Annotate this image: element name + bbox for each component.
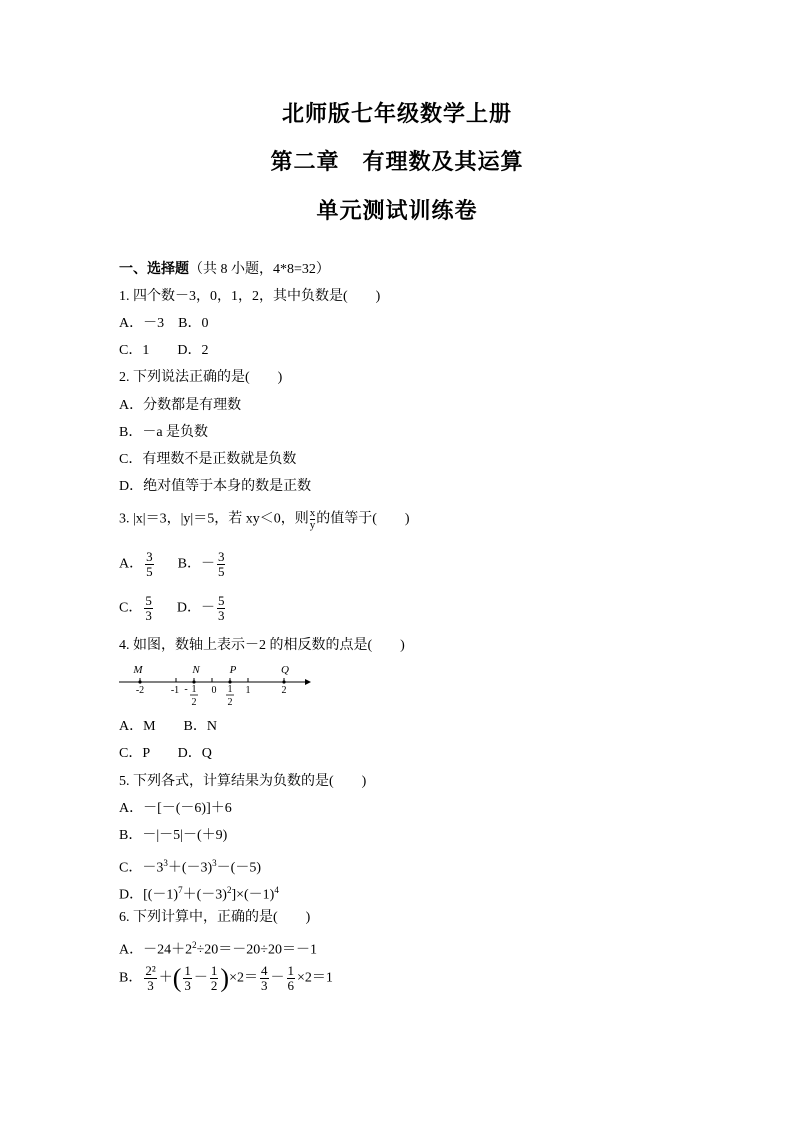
q1-options-ab: A．－3 B．0 xyxy=(119,316,209,331)
q3-option-a-fraction xyxy=(145,550,154,579)
tick-label: -1 xyxy=(170,685,180,696)
q3-option-d-fraction xyxy=(217,594,226,623)
q1-stem: 1. 四个数－3，0，1，2，其中负数是( ) xyxy=(119,289,381,304)
exponent: 2 xyxy=(226,885,232,895)
tick-label-half-denominator: 2 xyxy=(227,697,233,708)
q5-stem: 5. 下列各式，计算结果为负数的是( ) xyxy=(119,774,367,789)
section-heading-label: 一、选择题 xyxy=(119,262,189,277)
q3-stem-pre: 3. |x|＝3，|y|＝5，若 xy＜0，则 xyxy=(119,511,309,527)
section-heading xyxy=(119,261,330,279)
fraction-denominator: 3 xyxy=(217,608,225,623)
q2-option-d: D．绝对值等于本身的数是正数 xyxy=(119,479,312,494)
point-label-P: P xyxy=(229,664,237,676)
tick-label: 0 xyxy=(211,685,217,696)
q3-options-ab xyxy=(119,550,227,579)
fraction xyxy=(210,964,219,993)
fraction xyxy=(144,964,156,993)
q6-option-a-pre: A．－24＋2 xyxy=(119,942,193,958)
q3-option-d-label: D．－ xyxy=(176,600,215,616)
q4-options-cd: C．P D．Q xyxy=(119,746,212,761)
q5-option-d-mid: ＋(－3) xyxy=(182,887,227,903)
exponent: 3 xyxy=(212,858,217,868)
test-title: 单元测试训练卷 xyxy=(316,198,478,223)
q3-option-b-label: B．－ xyxy=(177,556,215,572)
q3-stem-fraction xyxy=(310,508,316,531)
section-heading-note: （共 8 小题，4*8=32） xyxy=(189,262,330,277)
q5-option-c xyxy=(119,854,261,878)
q6-stem: 6. 下列计算中，正确的是( ) xyxy=(119,910,311,925)
q4-stem: 4. 如图，数轴上表示－2 的相反数的点是( ) xyxy=(119,638,405,653)
exponent: 7 xyxy=(178,885,183,895)
doc-title: 北师版七年级数学上册 xyxy=(281,101,512,126)
q5-option-a: A．－[－(－6)]＋6 xyxy=(119,801,232,816)
fraction xyxy=(183,964,192,993)
fraction-numerator: 5 xyxy=(217,593,225,608)
fraction-denominator: 3 xyxy=(147,978,154,993)
tick-label-half-numerator: 1 xyxy=(227,684,233,695)
tick-label: -2 xyxy=(135,685,145,696)
point-label-N: N xyxy=(192,664,200,676)
q4-options-ab: A．M B．N xyxy=(119,719,218,734)
fraction-denominator: 5 xyxy=(146,564,153,579)
left-paren: ( xyxy=(172,963,182,993)
fraction-denominator: 3 xyxy=(145,608,152,623)
minus-sign: － xyxy=(270,970,285,986)
q2-option-c: C．有理数不是正数就是负数 xyxy=(119,452,297,467)
fraction-denominator: 3 xyxy=(184,978,191,993)
q6-option-a-post: ÷20＝－20÷20＝－1 xyxy=(196,942,317,958)
tick-label: 2 xyxy=(281,685,287,696)
q6-option-b-label: B． xyxy=(119,970,143,986)
point-label-Q: Q xyxy=(281,664,289,676)
exponent: 3 xyxy=(163,858,168,868)
fraction-numerator: 1 xyxy=(184,963,191,978)
q3-option-a-label: A． xyxy=(119,556,144,572)
q2-option-b: B．－a 是负数 xyxy=(119,425,209,440)
q5-option-c-mid: ＋(－3) xyxy=(167,860,213,876)
q6-option-a xyxy=(119,936,317,960)
q5-option-d-mid2: ]×(－1) xyxy=(231,887,275,903)
fraction-denominator: 3 xyxy=(261,978,268,993)
q5-option-b: B．－|－5|－(＋9) xyxy=(119,828,228,843)
tick-label-half-denominator: 2 xyxy=(191,697,197,708)
q3-stem xyxy=(119,508,410,531)
tick-label-half-numerator: 1 xyxy=(191,684,197,695)
fraction-numerator: 1 xyxy=(210,963,218,978)
q2-option-a: A．分数都是有理数 xyxy=(119,398,242,413)
q3-option-b-fraction xyxy=(217,550,226,579)
fraction-denominator: 2 xyxy=(210,978,218,993)
q5-option-d-pre: D．[(－1) xyxy=(119,887,179,903)
fraction-numerator: 3 xyxy=(217,549,225,564)
q2-stem: 2. 下列说法正确的是( ) xyxy=(119,370,283,385)
fraction-numerator: 5 xyxy=(145,593,152,608)
point-label-M: M xyxy=(133,664,143,676)
fraction-numerator: x xyxy=(309,507,316,519)
minus-sign: － xyxy=(193,970,208,986)
plus-sign: ＋ xyxy=(158,970,173,986)
fraction-denominator: 6 xyxy=(287,978,294,993)
q3-option-c-fraction xyxy=(144,594,153,623)
right-paren: ) xyxy=(220,963,230,993)
q6-option-b-end: ×2＝1 xyxy=(297,970,333,986)
axis-arrow-icon xyxy=(305,679,311,685)
tick-label-minus-sign: - xyxy=(184,684,188,695)
exponent: 4 xyxy=(274,885,279,895)
q3-option-c-label: C． xyxy=(119,600,143,616)
fraction-numerator: 3 xyxy=(146,549,153,564)
fraction-denominator: y xyxy=(309,519,316,531)
exponent: 2 xyxy=(192,940,197,950)
fraction xyxy=(287,964,296,993)
q3-options-cd xyxy=(119,594,227,623)
q6-option-b xyxy=(119,964,333,993)
tick-label: 1 xyxy=(245,685,251,696)
times-equals: ×2＝ xyxy=(229,970,258,986)
chapter-title: 第二章 有理数及其运算 xyxy=(270,149,524,174)
q1-options-cd: C．1 D．2 xyxy=(119,343,209,358)
number-line-figure xyxy=(117,660,317,712)
fraction-denominator: 5 xyxy=(217,564,225,579)
fraction-numerator: 1 xyxy=(287,963,294,978)
q5-option-c-post: －(－5) xyxy=(216,860,261,876)
q3-stem-post: 的值等于( ) xyxy=(316,511,410,527)
q5-option-c-pre: C．－3 xyxy=(119,860,164,876)
fraction xyxy=(260,964,269,993)
fraction-numerator: 2² xyxy=(145,963,156,978)
q5-option-d xyxy=(119,881,279,905)
fraction-numerator: 4 xyxy=(261,963,268,978)
